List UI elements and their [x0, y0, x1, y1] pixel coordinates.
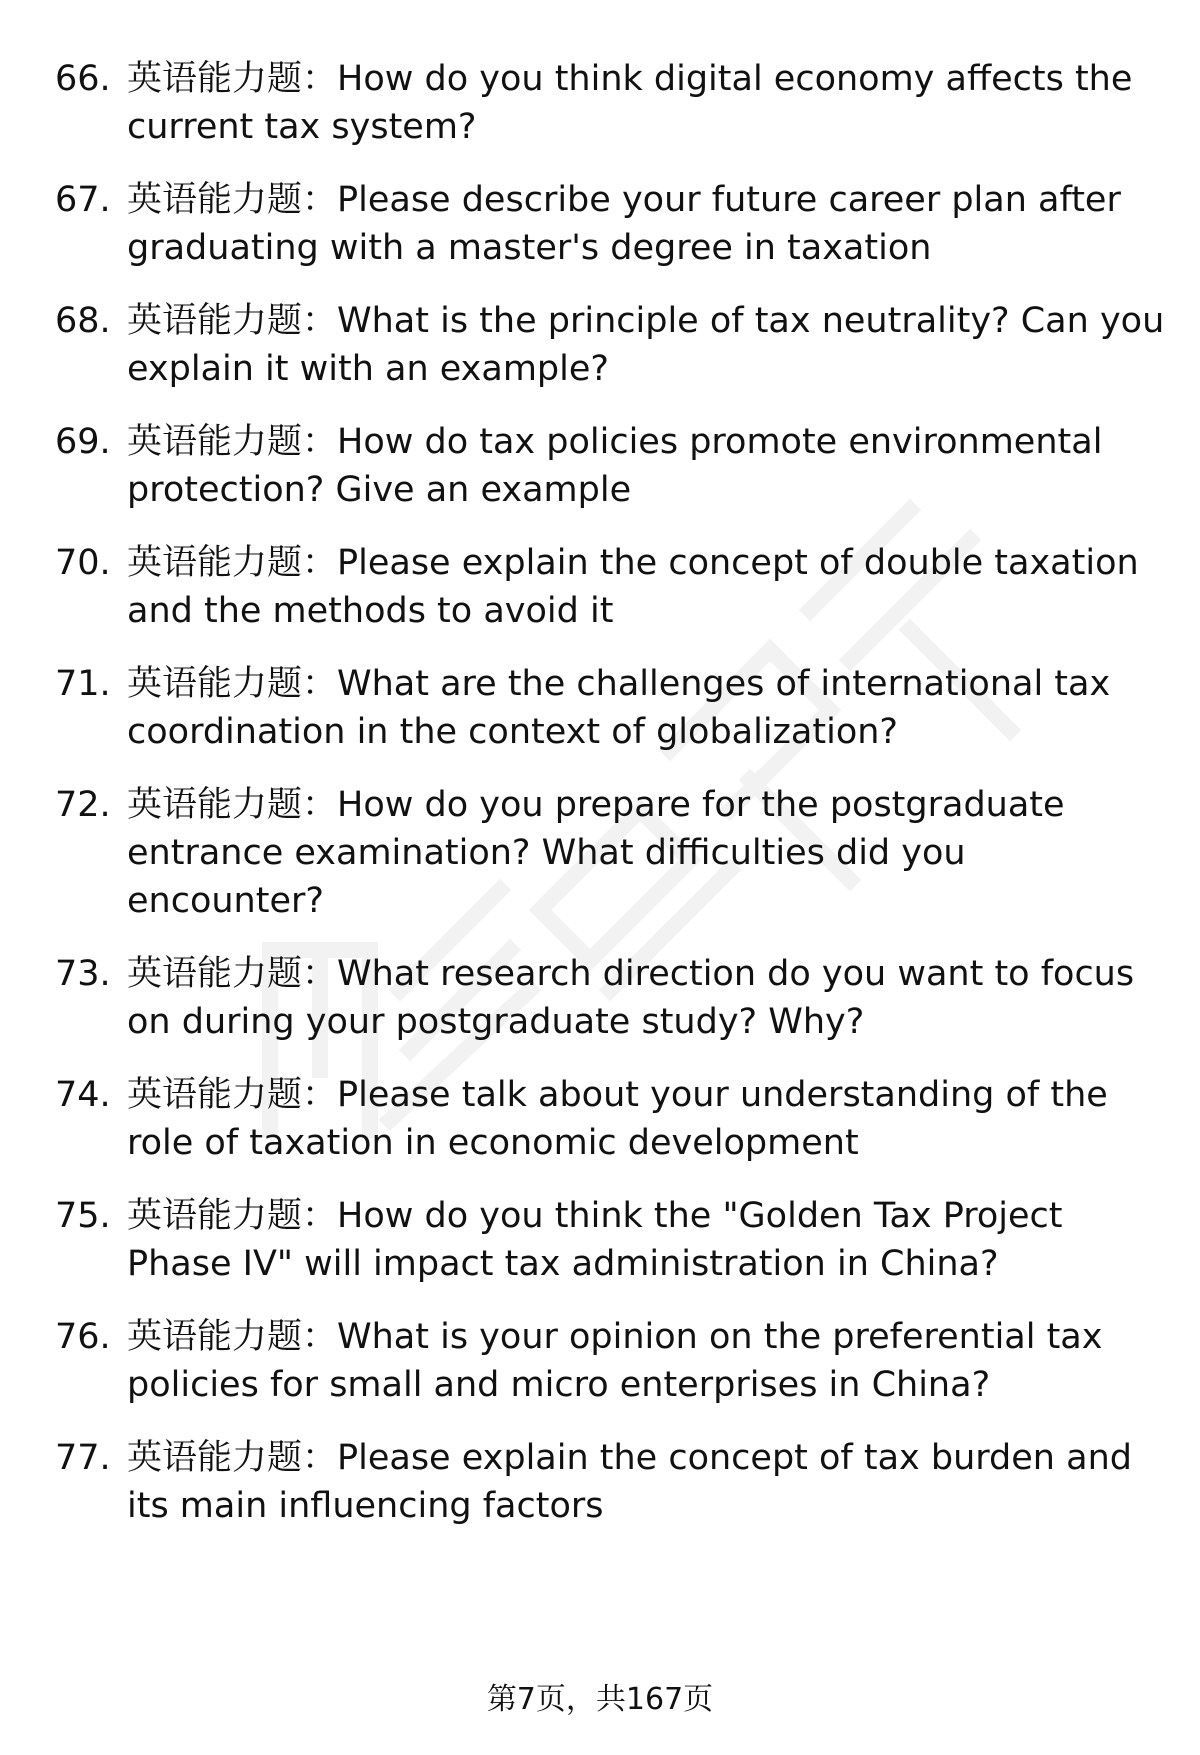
question-tag: 英语能力题：: [127, 422, 338, 462]
page-footer: 第7页，共167页: [486, 1682, 714, 1717]
question-text: What is your opinion on the preferential tax policies for small and micro enterprises in China?: [127, 1317, 1103, 1405]
question-number: 74.: [55, 1075, 111, 1115]
question-text: What research direction do you want to focus on during your postgraduate study? Why?: [127, 954, 1135, 1042]
question-tag: 英语能力题：: [127, 543, 338, 583]
question-text: What is the principle of tax neutrality? Can you explain it with an example?: [127, 301, 1165, 389]
question-number: 70.: [55, 543, 111, 583]
question-item: [55, 1434, 1165, 1530]
question-text: Please explain the concept of double taxation and the methods to avoid it: [127, 543, 1139, 631]
question-tag: 英语能力题：: [127, 1438, 338, 1478]
question-text: Please talk about your understanding of the role of taxation in economic development: [127, 1075, 1108, 1163]
question-tag: 英语能力题：: [127, 954, 338, 994]
question-tag: 英语能力题：: [127, 301, 338, 341]
question-item: [55, 297, 1165, 393]
question-item: [55, 55, 1165, 151]
question-tag: 英语能力题：: [127, 664, 338, 704]
question-tag: 英语能力题：: [127, 1317, 338, 1357]
question-text: How do you think the "Golden Tax Project Phase IV" will impact tax administration in China?: [127, 1196, 1063, 1284]
question-number: 66.: [55, 59, 111, 99]
question-item: [55, 1071, 1165, 1167]
question-item: [55, 1313, 1165, 1409]
question-text: What are the challenges of international tax coordination in the context of globalization?: [127, 664, 1111, 752]
question-tag: 英语能力题：: [127, 1196, 338, 1236]
question-item: [55, 1192, 1165, 1288]
question-item: [55, 176, 1165, 272]
question-text: Please describe your future career plan after graduating with a master's degree in taxation: [127, 180, 1121, 268]
question-item: [55, 660, 1165, 756]
question-item: [55, 418, 1165, 514]
question-tag: 英语能力题：: [127, 180, 338, 220]
question-text: How do you prepare for the postgraduate entrance examination? What difficulties did you encounter?: [127, 785, 1065, 921]
question-number: 67.: [55, 180, 111, 220]
question-text: How do tax policies promote environmental protection? Give an example: [127, 422, 1103, 510]
question-item: [55, 539, 1165, 635]
question-number: 68.: [55, 301, 111, 341]
question-number: 71.: [55, 664, 111, 704]
question-number: 73.: [55, 954, 111, 994]
question-number: 69.: [55, 422, 111, 462]
question-number: 76.: [55, 1317, 111, 1357]
question-number: 77.: [55, 1438, 111, 1478]
question-tag: 英语能力题：: [127, 59, 338, 99]
question-text: Please explain the concept of tax burden and its main influencing factors: [127, 1438, 1132, 1526]
question-list: [55, 55, 1165, 1555]
question-number: 75.: [55, 1196, 111, 1236]
question-item: [55, 950, 1165, 1046]
question-tag: 英语能力题：: [127, 1075, 338, 1115]
question-text: How do you think digital economy affects the current tax system?: [127, 59, 1133, 147]
question-tag: 英语能力题：: [127, 785, 338, 825]
question-item: [55, 781, 1165, 925]
question-number: 72.: [55, 785, 111, 825]
